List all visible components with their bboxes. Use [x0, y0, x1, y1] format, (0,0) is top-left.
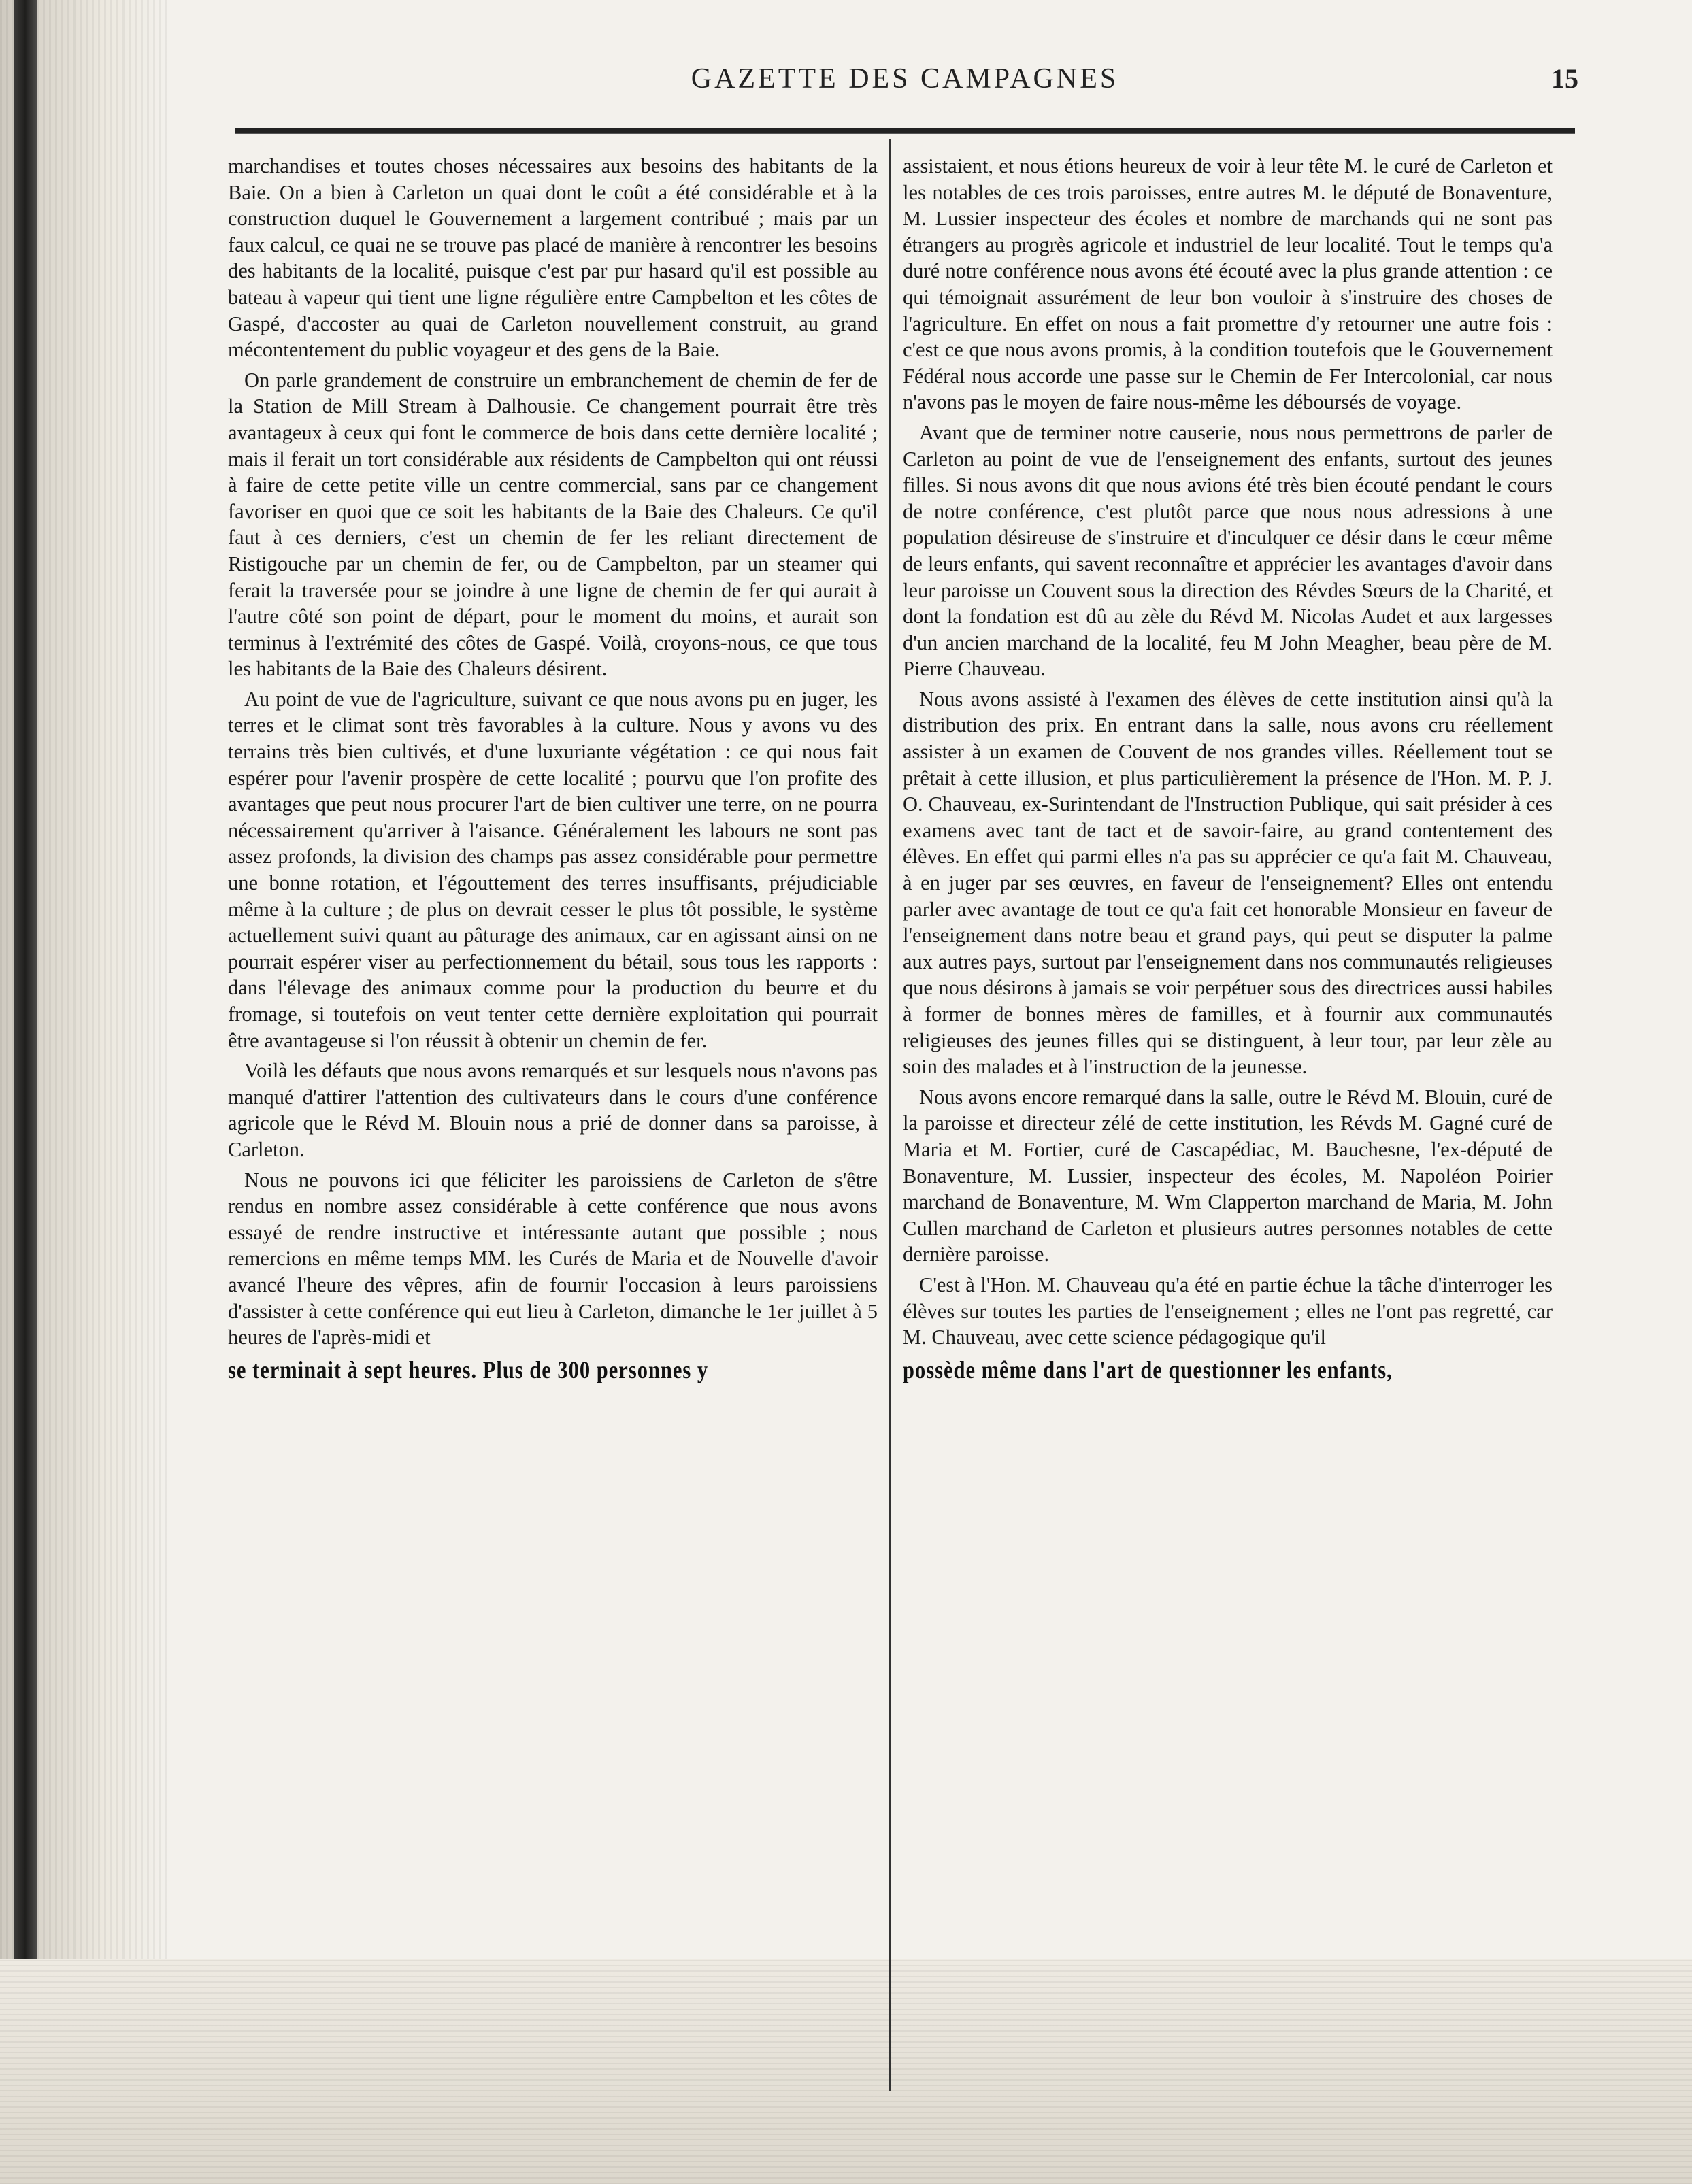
paragraph: Au point de vue de l'agriculture, suivant ce que nous avons pu en juger, les terres et le climat sont très favorables à la culture. Nous y avons vu des terrains très bien cultivés, et d'une luxuriante végétation : ce qui nous fait espérer pour l'avenir prospère de cette localité ; pourvu que l'on profite des avantages que peut nous procurer l'art de bien cultiver une terre, on ne pourra nécessairement qu'arriver à l'aisance. Généralement les labours ne sont pas assez profonds, la division des champs pas assez considérable pour permettre une bonne rotation, et l'égouttement des terres insuffisants, préjudiciable même à la culture ; de plus on devrait cesser le plus tôt possible, le système actuellement suivi quant au pâturage des animaux, car en agissant ainsi on ne pourrait espérer viser au perfectionnement du bétail, sous tous les rapports : dans l'élevage des animaux comme pour la production du beurre et du fromage, si toutefois on veut tenter cette dernière exploitation qui pourrait être avantageuse si l'on réussit à obtenir un chemin de fer. [228, 687, 878, 1052]
paragraph: Nous ne pouvons ici que féliciter les paroissiens de Carleton de s'être rendus en nombre assez considérable à cette conférence que nous avons essayé de rendre instructive et intéressante autant que possible ; nous remercions en même temps MM. les Curés de Maria et de Nouvelle d'avoir avancé l'heure des vêpres, afin de fournir l'occasion à leurs paroissiens d'assister à cette conférence qui eut lieu à Carleton, dimanche le 1er juillet à 5 heures de l'après-midi et [228, 1168, 878, 1349]
paragraph: assistaient, et nous étions heureux de voir à leur tête M. le curé de Carleton et les notables de ces trois paroisses, entre autres M. le député de Bonaventure, M. Lussier inspecteur des écoles et nombre de marchands qui ne sont pas étrangers au progrès agricole et industriel de leur localité. Tout le temps qu'a duré notre conférence nous avons été écouté avec la plus grande attention : ce qui témoignait assurément de leur bon vouloir à s'instruire des choses de l'agriculture. En effet on nous a fait promettre d'y retourner une autre fois : c'est ce que nous avons promis, à la condition toutefois que le Gouvernement Fédéral nous accorde une passe sur le Chemin de Fer Intercolonial, car nous n'avons pas le moyen de faire nous-même les déboursés de voyage. [903, 154, 1553, 414]
scan-noise-bottom [0, 1959, 1692, 2184]
column-divider [889, 139, 891, 2091]
page-number: 15 [1551, 63, 1578, 94]
right-column [903, 153, 1553, 1384]
paragraph: Nous avons assisté à l'examen des élèves de cette institution ainsi qu'à la distribution des prix. En entrant dans la salle, nous avons cru réellement assister à un examen de Couvent de nos grandes villes. Réellement tout se prêtait à cette illusion, et plus particulièrement la présence de l'Hon. M. P. J. O. Chauveau, ex-Surintendant de l'Instruction Publique, qui sait présider à ces examens avec tant de tact et de savoir-faire, au grand contentement des élèves. En effet qui parmi elles n'a pas su apprécier ce qu'a fait M. Chauveau, à en juger par ses œuvres, en faveur de l'enseignement? Elles ont entendu parler avec avantage de tout ce qu'a fait cet honorable Monsieur en faveur de l'enseignement dans notre beau et grand pays, qui peut se disputer la palme aux autres pays, surtout par l'enseignement dans nos communautés religieuses que nous désirons à jamais se voir perpétuer sous des directrices aussi habiles à former de bonnes mères de familles, et à fournir aux communautés religieuses des jeunes filles qui se distinguent, à leur tour, par leur zèle au soin des malades et à l'instruction de la jeunesse. [903, 687, 1553, 1079]
header-rule [235, 128, 1575, 134]
paragraph: Nous avons encore remarqué dans la salle, outre le Révd M. Blouin, curé de la paroisse et directeur zélé de cette institution, les Révds M. Gagné curé de Maria et M. Fortier, curé de Cascapédiac, M. Bauchesne, l'ex-député de Bonaventure, M. Lussier, inspecteur des écoles, M. Napoléon Poirier marchand de Bonaventure, M. Wm Clapperton marchand de Maria, M. John Cullen marchand de Carleton et plusieurs autres personnes notables de cette dernière paroisse. [903, 1085, 1553, 1266]
left-column [228, 153, 878, 1384]
smudged-last-line: possède même dans l'art de questionner les enfants, [903, 1356, 1393, 1384]
paragraph: Avant que de terminer notre causerie, nous nous permettrons de parler de Carleton au point de vue de l'enseignement des enfants, surtout des jeunes filles. Si nous avons dit que nous avions été très bien écouté pendant le cours de notre conférence, c'est plutôt parce que nous nous adressions à une population désireuse de s'instruire et d'inculquer ce désir dans le cœur même de leurs enfants, qui savent reconnaître et apprécier les avantages d'avoir dans leur paroisse un Couvent sous la direction des Révdes Sœurs de la Charité, et dont la fondation est dû au zèle du Révd M. Nicolas Audet et aux largesses d'un ancien marchand de la localité, feu M John Meagher, beau père de M. Pierre Chauveau. [903, 420, 1553, 681]
page-header [231, 63, 1578, 110]
paragraph: marchandises et toutes choses nécessaires aux besoins des habitants de la Baie. On a bien à Carleton un quai dont le coût a été considérable et à la construction duquel le Gouvernement a largement contribué ; mais par un faux calcul, ce quai ne se trouve pas placé de manière à rencontrer les besoins des habitants de la localité, puisque c'est par pur hasard qu'il est possible au bateau à vapeur qui tient une ligne régulière entre Campbelton et les côtes de Gaspé, d'accoster au quai de Carleton nouvellement construit, au grand mécontentement du public voyageur et des gens de la Baie. [228, 154, 878, 362]
binding-shadow [14, 0, 37, 2184]
paragraph: Voilà les défauts que nous avons remarqués et sur lesquels nous n'avons pas manqué d'attirer l'attention des cultivateurs dans le cours d'une conférence agricole que le Révd M. Blouin nous a prié de donner dans sa paroisse, à Carleton. [228, 1059, 878, 1161]
smudged-last-line: se terminait à sept heures. Plus de 300 personnes y [228, 1356, 709, 1384]
paragraph: On parle grandement de construire un embranchement de chemin de fer de la Station de Mill Stream à Dalhousie. Ce changement pourrait être très avantageux à ceux qui font le commerce de bois dans cette dernière localité ; mais il ferait un tort considérable aux résidents de Campbelton qui ont réussi à faire de cette petite ville un centre commercial, sans par ce changement favoriser en quoi que ce soit les habitants de la Baie des Chaleurs. Ce qu'il faut à ces derniers, c'est un chemin de fer les reliant directement de Ristigouche par un chemin de fer, ou de Campbelton, par un steamer qui ferait la traversée pour se joindre à une ligne de chemin de fer qui aurait à l'autre côté son point de départ, pour le moment du moins, et aurait son terminus à l'extrémité des côtes de Gaspé. Voilà, croyons-nous, ce que tous les habitants de la Baie des Chaleurs désirent. [228, 368, 878, 681]
running-title: GAZETTE DES CAMPAGNES [691, 63, 1119, 95]
paragraph: C'est à l'Hon. M. Chauveau qu'a été en partie échue la tâche d'interroger les élèves sur toutes les parties de l'enseignement ; elles ne l'ont pas regretté, car M. Chauveau, avec cette science pédagogique qu'il [903, 1273, 1553, 1349]
